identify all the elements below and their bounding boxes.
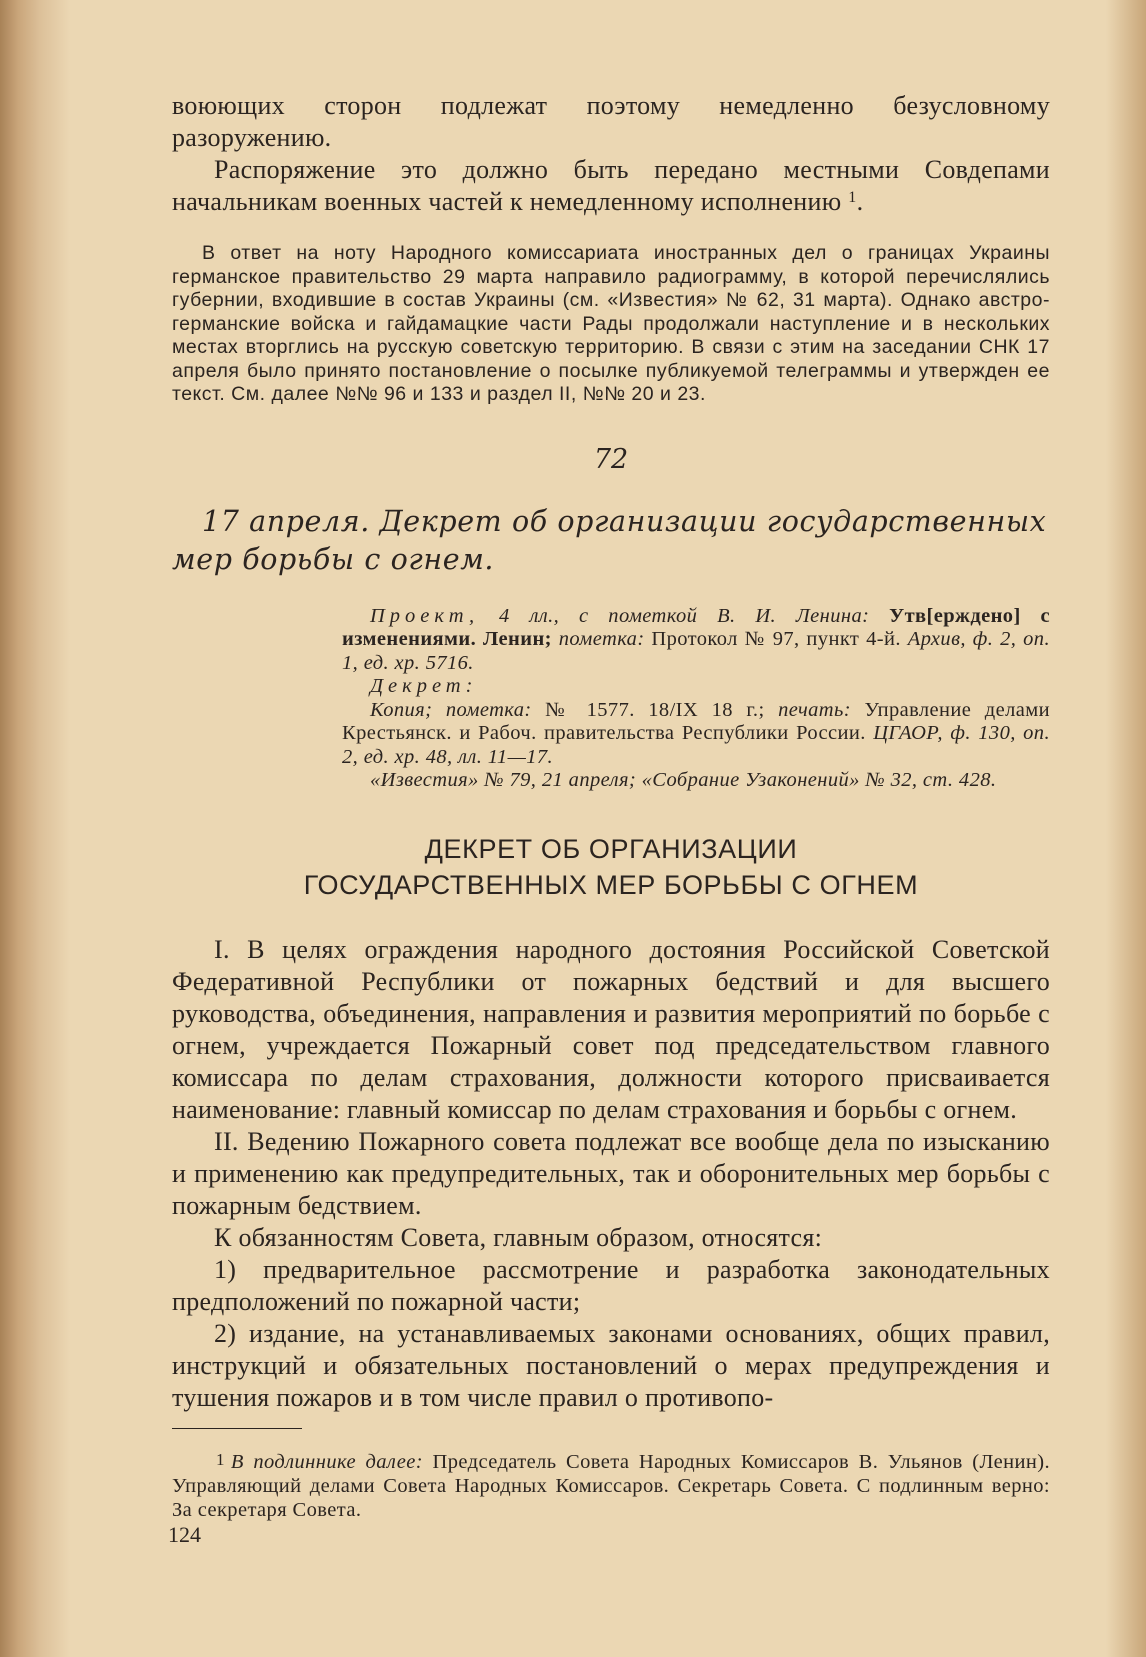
- source-copy: Копия; пометка: № 1577. 18/IX 18 г.; печать: Управление делами Крестьянск. и Рабоч. правительства Республики России. ЦГАОР, ф. 130, оп. 2, ед. хр. 48, лл. 11—17.: [342, 698, 1050, 768]
- footnote-mark: 1: [216, 1449, 225, 1469]
- page-content: [172, 90, 1050, 1522]
- footnote-ref[interactable]: 1: [848, 189, 857, 206]
- page-right-edge: [1106, 0, 1146, 1657]
- page-number: 124: [168, 1522, 201, 1547]
- editor-note: В ответ на ноту Народного комиссариата иностранных дел о границах Украины германское правительство 29 марта направило радиограмму, в которой перечислялись губернии, входившие в состав Украины (см. «Известия» № 62, 31 марта). Однако австро-германские войска и гайдамацкие части Рады продолжали наступление и в нескольких местах вторглись на русскую советскую территорию. В связи с этим на заседании СНК 17 апреля было принято постановление о посылке публикуемой телеграммы и утвержден ее текст. См. далее №№ 96 и 133 и раздел II, №№ 20 и 23.: [172, 242, 1050, 405]
- decree-body: [172, 934, 1050, 1414]
- footnote: 1 В подлиннике далее: Председатель Совета Народных Комиссаров В. Ульянов (Ленин). Управляющий делами Совета Народных Комиссаров. Секретарь Совета. С подлинным верно: За секретаря Совета.: [172, 1449, 1050, 1521]
- footnote-divider: [172, 1428, 302, 1429]
- decree-paragraph-5: 2) издание, на устанавливаемых законами основаниях, общих правил, инструкций и обязательных постановлений о мерах предупреждения и тушения пожаров и в том числе правил о противопо-: [172, 1318, 1050, 1412]
- order-paragraph: Распоряжение это должно быть передано местными Совдепами начальникам военных частей к немедленному исполнению $^1$.: [172, 155, 1050, 216]
- source-decree-label: Декрет:: [370, 675, 478, 697]
- decree-paragraph-4: 1) предварительное рассмотрение и разработка законодательных предположений по пожарной части;: [172, 1254, 1050, 1316]
- page-binding-shadow: [0, 0, 70, 1657]
- continued-paragraph: воюющих сторон подлежат поэтому немедленно безусловному разоружению.: [172, 91, 1050, 152]
- source-publications: «Известия» № 79, 21 апреля; «Собрание Узаконений» № 32, ст. 428.: [370, 769, 997, 791]
- decree-title-line-2: ГОСУДАРСТВЕННЫХ МЕР БОРЬБЫ С ОГНЕМ: [303, 869, 919, 900]
- decree-paragraph-2: II. Ведению Пожарного совета подлежат все вообще дела по изысканию и применению как предупредительных, так и оборонительных мер борьбы с пожарным бедствием.: [172, 1126, 1050, 1220]
- archival-sources: [342, 605, 1050, 793]
- decree-paragraph-3: К обязанностям Совета, главным образом, относятся:: [214, 1222, 823, 1252]
- decree-title-line-1: ДЕКРЕТ ОБ ОРГАНИЗАЦИИ: [424, 833, 798, 864]
- decree-title: [172, 831, 1050, 903]
- source-draft: Проект, 4 лл., с пометкой В. И. Ленина: Утв[ерждено] с изменениями. Ленин; пометка: Протокол № 97, пункт 4-й. Архив, ф. 2, оп. 1, ед. хр. 5716.: [342, 604, 1050, 674]
- decree-paragraph-1: I. В целях ограждения народного достояния Российской Советской Федеративной Республики от пожарных бедствий и для высшего руководства, объединения, направления и развития мероприятий по борьбе с огнем, учреждается Пожарный совет под председательством главного комиссара по делам страхования, должности которого присваивается наименование: главный комиссар по делам страхования и борьбы с огнем.: [172, 934, 1050, 1124]
- document-heading: 17 апреля. Декрет об организации государственных мер борьбы с огнем.: [172, 504, 1047, 576]
- document-number: 72: [593, 443, 629, 475]
